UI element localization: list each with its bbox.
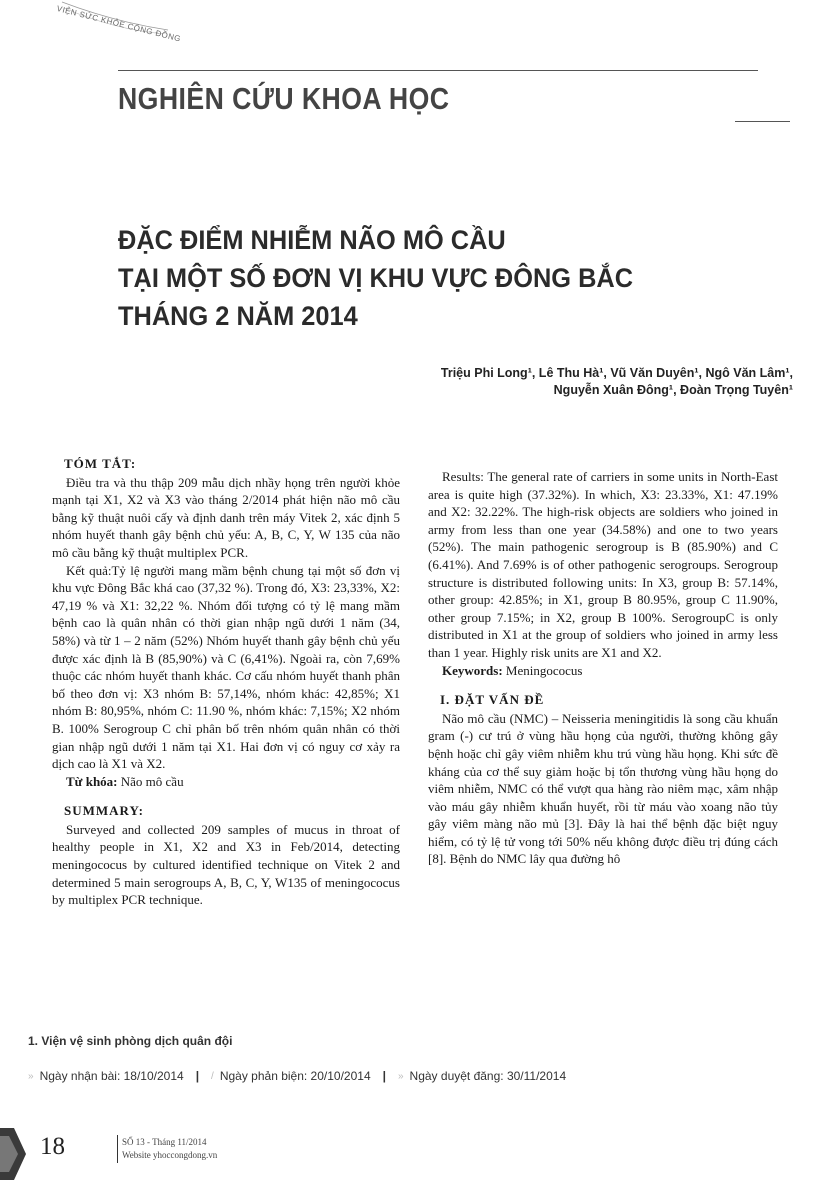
- page-marker-arrow-icon: [0, 1128, 26, 1180]
- keywords-vi-label: Từ khóa:: [66, 773, 118, 789]
- issue-number: SỐ 13 - Tháng 11/2014: [122, 1137, 207, 1147]
- section-1-heading: I. ĐẶT VẤN ĐỀ: [440, 692, 545, 708]
- keywords-vi-value: Não mô cầu: [120, 773, 184, 789]
- title-line-2: TẠI MỘT SỐ ĐƠN VỊ KHU VỰC ĐÔNG BẮC: [118, 263, 634, 293]
- keywords-en-label: Keywords:: [442, 662, 503, 678]
- right-column: [428, 468, 778, 868]
- left-column: [52, 455, 400, 909]
- authors-line-1: Triệu Phi Long¹, Lê Thu Hà¹, Vũ Văn Duyên¹, Ngô Văn Lâm¹,: [440, 366, 793, 380]
- article-title: [118, 221, 701, 335]
- header-rule-right: [735, 121, 790, 122]
- accepted-date: Ngày duyệt đăng: 30/11/2014: [409, 1069, 567, 1083]
- double-chevron-icon: »: [397, 1070, 404, 1082]
- title-line-3: THÁNG 2 NĂM 2014: [118, 301, 358, 331]
- summary-paragraph: Surveyed and collected 209 samples of mucus in throat of healthy people in X1, X2 and X3 in Feb/2014, detecting meningococus by cultured identified technique on Vitek 2 and determined 5 main serogroups A, B, C, Y, W135 of meningococus by multiplex PCR technique.: [52, 821, 400, 908]
- issue-info: [122, 1136, 217, 1162]
- date-separator: |: [382, 1069, 386, 1083]
- section-1-paragraph: Não mô cầu (NMC) – Neisseria meningitidis là song cầu khuẩn gram (-) cư trú ở vùng hầu họng của người, thường không gây bệnh hoặc chỉ gây viêm nhiễm khu trú vùng hầu họng. Khi sức đề kháng của cơ thể suy giảm hoặc bị tổn thương vùng hầu họng do viêm nhiễm, NMC có thể vượt qua hàng rào niêm mạc, xâm nhập vào máu gây nhiễm khuẩn huyết, rồi từ máu vào xoang não tủy gây viêm màng não mủ [3]. Đây là hai thể bệnh đặc biệt nguy hiểm, có tỷ lệ tử vong tới 50% nếu không được điều trị đúng cách [8]. Bệnh do NMC lây qua đường hô: [428, 710, 778, 867]
- review-dates: [28, 1069, 788, 1083]
- abstract-vi-heading: TÓM TẮT:: [64, 456, 137, 471]
- header-rule-top: [118, 70, 758, 71]
- page-number: 18: [40, 1133, 65, 1160]
- double-chevron-icon: »: [28, 1070, 34, 1082]
- summary-heading: SUMMARY:: [64, 803, 145, 819]
- author-list: [441, 365, 793, 399]
- title-line-1: ĐẶC ĐIỂM NHIỄM NÃO MÔ CẦU: [118, 225, 506, 255]
- abstract-vi-paragraph-1: Điều tra và thu thập 209 mẫu dịch nhầy họng trên người khỏe mạnh tại X1, X2 và X3 vào tháng 2/2014 phát hiện não mô cầu bằng kỹ thuật nuôi cấy và định danh trên máy Vitek 2, xác định 5 nhóm huyết thanh gây bệnh chủ yếu: A, B, C, Y, W 135 của não mô cầu bằng kỹ thuật multiplex PCR.: [52, 474, 400, 560]
- keywords-en-value: Meningococus: [505, 662, 583, 678]
- reviewed-date: Ngày phản biện: 20/10/2014: [219, 1069, 371, 1083]
- footer-divider: [117, 1135, 118, 1163]
- abstract-vi-paragraph-2: Kết quả:Tỷ lệ người mang mầm bệnh chung tại một số đơn vị khu vực Đông Bắc khá cao (37,32 %). Trong đó, X3: 23,33%, X2: 47,19 % và X1: 32,22 %. Nhóm đối tượng có tỷ lệ mang mầm bệnh cao là quân nhân có thời gian nhập ngũ dưới 1 năm (34, 58%) và từ 1 – 2 năm (52%) Nhóm huyết thanh gây bệnh chủ yếu được xác định là B (85,90%) và C (6,41%). Ngoài ra, còn 7,69% thuộc các nhóm huyết thanh khác. Cơ cấu nhóm huyết thanh phân bố theo đơn vị: X3 nhóm B: 57,14%, nhóm khác: 42,85%; X1 nhóm B: 80,95%, nhóm C: 11.90 %, nhóm khác: 7,15%; X2 nhóm B. 100% Serogroup C chỉ phân bố trên nhóm quân nhân có thời gian nhập ngũ dưới 1 năm tại X1. Hai đơn vị có nguy cơ xảy ra dịch cao là X1 và X2.: [52, 562, 400, 772]
- results-paragraph: Results: The general rate of carriers in some units in North-East area is quite high (37.32%). In which, X3: 23.33%, X1: 47.19% and X2: 32.22%. The high-risk objects are soldiers who joined in army from less than one year (34.58%) and one to two years (52%). The main pathogenic serogroup is B (85.90%) and C (6.41%). And 7.69% is of other pathogenic serogroups. Serogroup structure is distributed following units: In X3, group B: 57.14%, other group: 42.85%; in X1, group B 80.95%, group C 11.90%, other group 7.15%; in X2, group B 100%. SerogroupC is only distributed in X1 at the group of soldiers who joined in army less than 1 year. Highly risk units are X1 and X2.: [428, 469, 778, 660]
- keywords-vi: [52, 773, 400, 791]
- website-link[interactable]: Website yhoccongdong.vn: [122, 1150, 218, 1160]
- date-separator: |: [195, 1069, 200, 1083]
- keywords-en: [428, 662, 778, 680]
- received-date: Ngày nhận bài: 18/10/2014: [39, 1069, 184, 1083]
- authors-line-2: Nguyễn Xuân Đông¹, Đoàn Trọng Tuyên¹: [553, 383, 793, 397]
- section-label: NGHIÊN CỨU KHOA HỌC: [118, 81, 450, 116]
- affiliation-footnote: 1. Viện vệ sinh phòng dịch quân đội: [28, 1034, 233, 1048]
- logo-text: VIỆN SỨC KHỎE CỘNG ĐỒNG: [55, 4, 182, 44]
- slash-icon: /: [211, 1070, 214, 1082]
